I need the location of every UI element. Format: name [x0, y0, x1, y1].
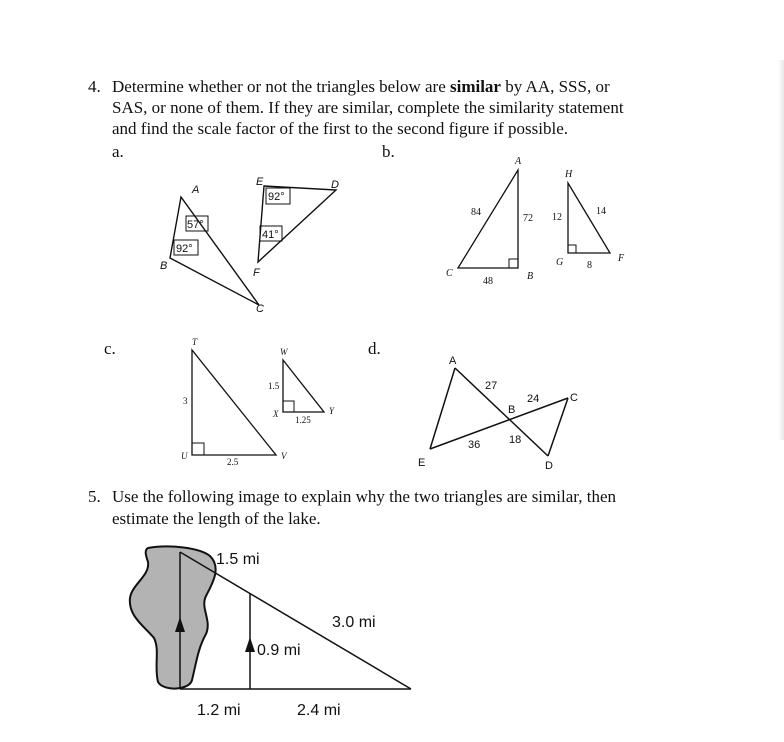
fig-d-vertex-e: E	[418, 457, 426, 469]
lake-label-top: 1.5 mi	[216, 551, 260, 568]
q4-number: 4.	[88, 77, 101, 96]
q5-number: 5.	[88, 487, 101, 506]
fig-d-vertex-d: D	[545, 460, 553, 472]
fig-b-vertex-a: A	[515, 156, 522, 167]
lake-label-base2: 2.4 mi	[297, 702, 341, 719]
fig-a-vertex-f: F	[253, 267, 260, 279]
fig-b-side-gf: 8	[587, 260, 592, 271]
fig-a-vertex-c: C	[256, 303, 264, 315]
lake-label-inner: 0.9 mi	[257, 642, 301, 659]
fig-c-side-xy: 1.25	[295, 415, 311, 425]
fig-d-vertex-a: A	[449, 355, 457, 367]
fig-b-vertex-c: C	[446, 268, 453, 279]
q5-line2: estimate the length of the lake.	[112, 509, 321, 528]
fig-b-vertex-h: H	[565, 169, 573, 180]
fig-d-side-bd: 18	[509, 434, 522, 446]
fig-d-side-bc: 24	[527, 393, 540, 405]
fig-d-vertex-c: C	[570, 392, 578, 404]
q4-part-b-label: b.	[382, 142, 395, 161]
fig-d-side-eb: 36	[468, 439, 481, 451]
fig-c-vertex-y: Y	[329, 406, 335, 416]
fig-b-vertex-b: B	[527, 271, 534, 282]
fig-a-vertex-e: E	[256, 176, 264, 188]
q4-part-a-label: a.	[112, 142, 124, 161]
fig-a-angle-a: 57°	[187, 219, 204, 231]
fig-b-side-hf: 14	[596, 206, 606, 217]
lake-label-hyp: 3.0 mi	[332, 614, 376, 631]
fig-a-vertex-b: B	[160, 260, 168, 272]
fig-c-side-uv: 2.5	[227, 457, 239, 467]
fig-b-side-hg: 12	[552, 212, 562, 223]
fig-b-side-ab: 72	[523, 213, 533, 224]
q4-line1-pre: Determine whether or not the triangles below are	[112, 77, 450, 96]
fig-c-vertex-u: U	[181, 451, 188, 461]
lake-shape	[130, 546, 216, 688]
q4-line3: and find the scale factor of the first to the second figure if possible.	[112, 119, 569, 138]
q4-part-d-label: d.	[368, 339, 381, 358]
fig-c-vertex-t: T	[192, 337, 198, 347]
fig-c-side-tu: 3	[183, 396, 188, 406]
fig-c-vertex-v: V	[281, 451, 287, 461]
q5-line1: Use the following image to explain why the two triangles are similar, then	[112, 487, 616, 506]
lake-label-base1: 1.2 mi	[197, 702, 241, 719]
fig-a-angle-e: 92°	[268, 191, 285, 203]
fig-c-side-wx: 1.5	[268, 381, 280, 391]
fig-c-vertex-w: W	[280, 347, 288, 357]
q4-line1-post: by AA, SSS, or	[500, 77, 610, 96]
fig-b-vertex-g: G	[556, 257, 564, 268]
q4-line1-bold: similar	[449, 77, 501, 96]
fig-d-vertex-b: B	[508, 404, 516, 416]
lake-triangle	[180, 552, 411, 689]
fig-a-vertex-a: A	[192, 184, 200, 196]
fig-d-side-ab: 27	[485, 380, 498, 392]
fig-b-vertex-f: F	[618, 253, 625, 264]
fig-a-angle-f: 41°	[262, 229, 279, 241]
fig-a-vertex-d: D	[331, 179, 339, 191]
fig-b-side-cb: 48	[483, 276, 493, 287]
inner-arrow-head	[245, 637, 255, 652]
fig-b-side-ca: 84	[471, 207, 481, 218]
q4-line2: SAS, or none of them. If they are similar, complete the similarity statement	[112, 98, 624, 117]
q4-part-c-label: c.	[104, 339, 116, 358]
fig-a-angle-b: 92°	[176, 243, 193, 255]
fig-c-vertex-x: X	[273, 409, 279, 419]
